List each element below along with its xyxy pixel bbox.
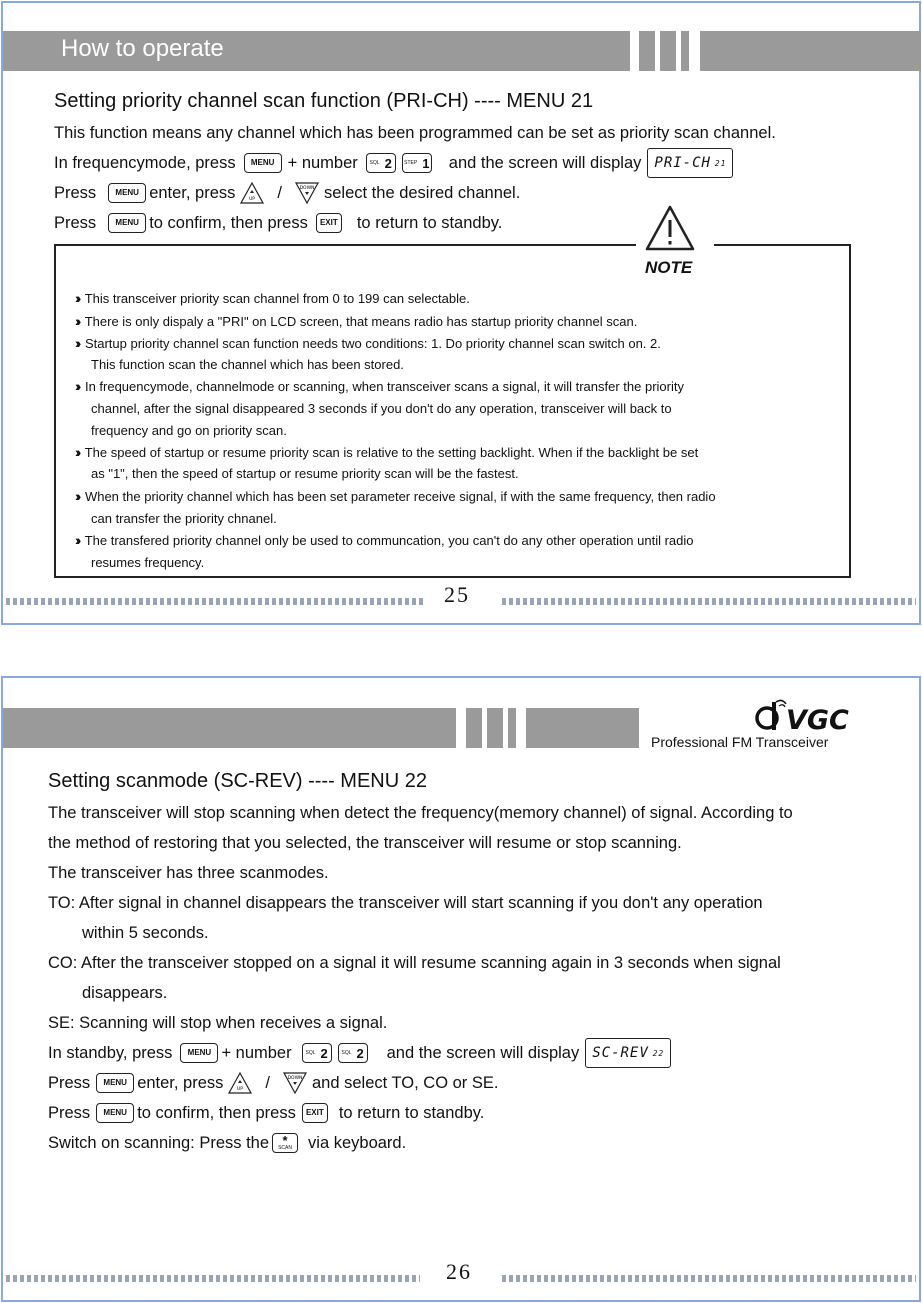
- note-text: The transfered priority channel only be used to communcation, you can't do any other operation until radio: [84, 533, 694, 548]
- note-text: The speed of startup or resume priority scan is relative to the setting backlight. When if the backlight be set: [84, 445, 699, 460]
- footer-dots-left: [6, 598, 424, 605]
- header-stripe: [660, 31, 676, 71]
- instruction-line: [48, 1132, 406, 1154]
- chevron-icon: ››: [75, 444, 79, 460]
- lcd-text: SC-REV: [592, 1045, 649, 1061]
- exit-key: EXIT: [302, 1103, 328, 1123]
- page-number: 25: [444, 582, 470, 607]
- note-item: [75, 532, 694, 548]
- key-sublabel: SQL: [341, 1049, 352, 1056]
- header-stripe: [681, 31, 689, 71]
- key-digit: 2: [320, 1045, 328, 1061]
- svg-text:UP: UP: [237, 1087, 244, 1092]
- key-digit: 2: [356, 1045, 364, 1061]
- instruction-line: [54, 212, 502, 234]
- down-key-icon: [294, 181, 320, 205]
- note-text: There is only dispaly a "PRI" on LCD screen, that means radio has startup priority channel scan.: [84, 314, 638, 329]
- instruction-text: to return to standby.: [338, 1103, 485, 1122]
- separator-text: /: [277, 183, 282, 202]
- note-item: [75, 335, 661, 351]
- instruction-line: [48, 1072, 498, 1094]
- header-band-right: [526, 708, 639, 748]
- note-text: as "1", then the speed of startup or resume priority scan will be the fastest.: [91, 466, 519, 481]
- note-item: [75, 313, 637, 329]
- instruction-text: Press: [48, 1103, 91, 1122]
- note-text: This function scan the channel which has been stored.: [91, 357, 404, 372]
- sql-2-key: [366, 153, 396, 173]
- instruction-text: + number: [287, 153, 358, 172]
- sql-2-key: [302, 1043, 332, 1063]
- body-text: within 5 seconds.: [82, 923, 209, 942]
- sql-2-key: [338, 1043, 368, 1063]
- section-title: Setting priority channel scan function (PRI-CH) ---- MENU 21: [54, 90, 594, 112]
- instruction-line: [54, 182, 520, 204]
- key-sublabel: STEP: [404, 159, 418, 166]
- note-text: resumes frequency.: [91, 555, 205, 570]
- note-text: Startup priority channel scan function needs two conditions: 1. Do priority channel scan switch on. 2.: [84, 336, 661, 351]
- body-text: CO: After the transceiver stopped on a signal it will resume scanning again in 3 seconds when signal: [48, 953, 781, 972]
- note-text: When the priority channel which has been set parameter receive signal, if with the same frequency, then radio: [84, 489, 716, 504]
- lcd-number: 22: [652, 1048, 665, 1058]
- note-text: can transfer the priority chnanel.: [91, 511, 277, 526]
- instruction-text: and the screen will display: [386, 1043, 580, 1062]
- instruction-text: Press: [54, 183, 97, 202]
- up-key-icon: [227, 1071, 253, 1095]
- note-text: In frequencymode, channelmode or scanning, when transceiver scans a signal, it will transfer the priority: [84, 379, 684, 394]
- body-text: disappears.: [82, 983, 168, 1002]
- chevron-icon: ››: [75, 313, 79, 329]
- note-item: [75, 378, 684, 394]
- body-text: the method of restoring that you selected, the transceiver will resume or stop scanning.: [48, 833, 682, 852]
- header-band-right: [700, 31, 921, 71]
- key-sublabel: SQL: [305, 1049, 316, 1056]
- instruction-text: In frequencymode, press: [54, 153, 236, 172]
- menu-key: MENU: [96, 1103, 134, 1123]
- instruction-text: and select TO, CO or SE.: [312, 1073, 499, 1092]
- brand-tagline: Professional FM Transceiver: [651, 734, 829, 750]
- lcd-number: 21: [714, 158, 727, 168]
- key-digit: 2: [384, 155, 392, 171]
- warning-icon: [644, 204, 696, 252]
- menu-key: MENU: [244, 153, 282, 173]
- svg-text:DOWN: DOWN: [287, 1076, 303, 1081]
- separator-text: /: [265, 1073, 270, 1092]
- header-stripe: [487, 708, 503, 748]
- step-1-key: [402, 153, 432, 173]
- instruction-line: [48, 1102, 484, 1124]
- up-key-icon: [239, 181, 265, 205]
- body-text: This function means any channel which has been programmed can be set as priority scan channel.: [54, 123, 776, 142]
- section-title: Setting scanmode (SC-REV) ---- MENU 22: [48, 770, 427, 792]
- lcd-text: PRI-CH: [654, 155, 711, 171]
- instruction-text: In standby, press: [48, 1043, 173, 1062]
- header-stripe: [639, 31, 655, 71]
- key-digit: *: [282, 1132, 288, 1148]
- menu-key: MENU: [108, 183, 146, 203]
- footer-dots-right: [502, 598, 916, 605]
- lcd-display: [585, 1038, 671, 1068]
- header-stripe: [466, 708, 482, 748]
- chevron-icon: ››: [75, 335, 79, 351]
- instruction-line: [54, 152, 733, 174]
- page-number: 26: [446, 1259, 472, 1284]
- key-sublabel: SCAN: [278, 1144, 292, 1151]
- instruction-text: + number: [221, 1043, 292, 1062]
- header-title: How to operate: [61, 35, 224, 62]
- footer-dots-right: [502, 1275, 916, 1282]
- instruction-text: to confirm, then press: [137, 1103, 296, 1122]
- key-sublabel: SQL: [369, 159, 380, 166]
- instruction-line: [48, 1042, 671, 1064]
- header-band: [3, 708, 456, 748]
- instruction-text: via keyboard.: [308, 1133, 407, 1152]
- note-label: NOTE: [645, 258, 693, 277]
- vgc-logo-icon: [752, 698, 856, 734]
- chevron-icon: ››: [75, 532, 79, 548]
- note-item: [75, 488, 716, 504]
- menu-key: MENU: [180, 1043, 218, 1063]
- footer-dots-left: [6, 1275, 420, 1282]
- note-item: [75, 444, 698, 460]
- lcd-display: [647, 148, 733, 178]
- instruction-text: to confirm, then press: [149, 213, 308, 232]
- menu-key: MENU: [108, 213, 146, 233]
- chevron-icon: ››: [75, 378, 79, 394]
- svg-text:VGC: VGC: [786, 705, 849, 734]
- down-key-icon: [282, 1071, 308, 1095]
- instruction-text: enter, press: [149, 183, 236, 202]
- header-stripe: [508, 708, 516, 748]
- svg-text:UP: UP: [249, 197, 256, 202]
- note-item: [75, 290, 470, 306]
- svg-text:DOWN: DOWN: [299, 186, 315, 191]
- instruction-text: and the screen will display: [448, 153, 642, 172]
- body-text: The transceiver has three scanmodes.: [48, 863, 329, 882]
- instruction-text: to return to standby.: [356, 213, 503, 232]
- scan-key: [272, 1133, 298, 1153]
- body-text: SE: Scanning will stop when receives a signal.: [48, 1013, 388, 1032]
- exit-key: EXIT: [316, 213, 342, 233]
- instruction-text: enter, press: [137, 1073, 224, 1092]
- instruction-text: select the desired channel.: [324, 183, 521, 202]
- body-text: TO: After signal in channel disappears the transceiver will start scanning if you don't any operation: [48, 893, 763, 912]
- instruction-text: Press: [54, 213, 97, 232]
- body-text: The transceiver will stop scanning when detect the frequency(memory channel) of signal. According to: [48, 803, 793, 822]
- chevron-icon: ››: [75, 290, 79, 306]
- note-text: channel, after the signal disappeared 3 seconds if you don't do any operation, transceiver will back to: [91, 401, 672, 416]
- note-text: frequency and go on priority scan.: [91, 423, 287, 438]
- instruction-text: Press: [48, 1073, 91, 1092]
- menu-key: MENU: [96, 1073, 134, 1093]
- note-text: This transceiver priority scan channel from 0 to 199 can selectable.: [84, 291, 470, 306]
- chevron-icon: ››: [75, 488, 79, 504]
- instruction-text: Switch on scanning: Press the: [48, 1133, 270, 1152]
- key-digit: 1: [422, 155, 430, 171]
